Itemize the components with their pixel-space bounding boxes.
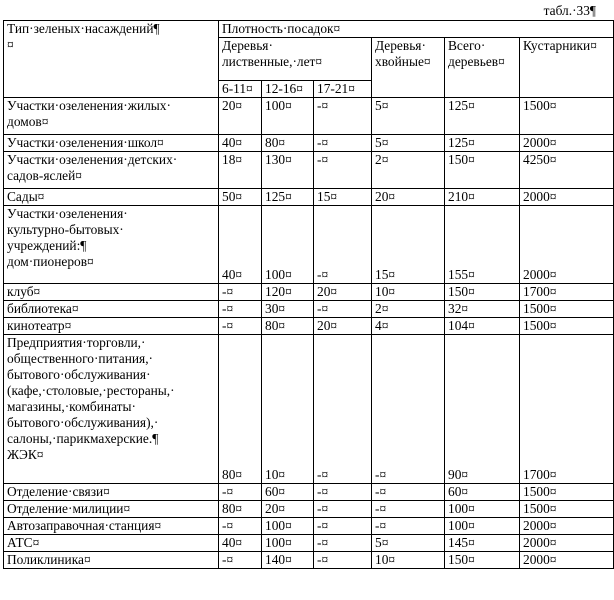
cell-shrubs: 1500¤ <box>520 484 614 501</box>
header-shrubs: Кустарники¤ <box>520 38 614 98</box>
header-age-12-16: 12-16¤ <box>262 81 314 98</box>
table-row <box>4 206 614 284</box>
cell-age-12-16: 130¤ <box>262 152 314 189</box>
cell-age-12-16: 120¤ <box>262 284 314 301</box>
table-row <box>4 552 614 569</box>
cell-total: 104¤ <box>445 318 520 335</box>
table-row <box>4 484 614 501</box>
cell-age-12-16: 30¤ <box>262 301 314 318</box>
table-row <box>4 335 614 484</box>
cell-age-17-21: 20¤ <box>314 284 372 301</box>
cell-conifer: 4¤ <box>372 318 445 335</box>
cell-age-6-11: 40¤ <box>219 135 262 152</box>
cell-age-12-16: 80¤ <box>262 135 314 152</box>
table-row <box>4 98 614 135</box>
cell-total: 60¤ <box>445 484 520 501</box>
row-name: Участки·озеленения·детских· садов-яслей¤ <box>4 152 219 189</box>
cell-age-6-11: -¤ <box>219 484 262 501</box>
cell-conifer: 15¤ <box>372 206 445 284</box>
cell-shrubs: 2000¤ <box>520 189 614 206</box>
cell-age-12-16: 100¤ <box>262 535 314 552</box>
cell-conifer: 5¤ <box>372 535 445 552</box>
cell-shrubs: 1500¤ <box>520 301 614 318</box>
cell-age-6-11: -¤ <box>219 301 262 318</box>
row-name: клуб¤ <box>4 284 219 301</box>
cell-conifer: 2¤ <box>372 301 445 318</box>
table-row <box>4 189 614 206</box>
table-row <box>4 135 614 152</box>
cell-shrubs: 1500¤ <box>520 318 614 335</box>
cell-age-6-11: 18¤ <box>219 152 262 189</box>
cell-shrubs: 1500¤ <box>520 501 614 518</box>
cell-age-17-21: 15¤ <box>314 189 372 206</box>
cell-conifer: 5¤ <box>372 135 445 152</box>
cell-age-17-21: -¤ <box>314 301 372 318</box>
cell-age-12-16: 100¤ <box>262 206 314 284</box>
cell-age-6-11: -¤ <box>219 518 262 535</box>
row-name: Поликлиника¤ <box>4 552 219 569</box>
cell-conifer: -¤ <box>372 335 445 484</box>
cell-age-17-21: -¤ <box>314 98 372 135</box>
cell-total: 150¤ <box>445 552 520 569</box>
cell-total: 155¤ <box>445 206 520 284</box>
header-age-6-11: 6-11¤ <box>219 81 262 98</box>
cell-shrubs: 2000¤ <box>520 518 614 535</box>
cell-conifer: 10¤ <box>372 552 445 569</box>
row-name: Отделение·милиции¤ <box>4 501 219 518</box>
header-age-17-21: 17-21¤ <box>314 81 372 98</box>
row-name: Отделение·связи¤ <box>4 484 219 501</box>
cell-age-17-21: -¤ <box>314 135 372 152</box>
cell-shrubs: 2000¤ <box>520 135 614 152</box>
cell-total: 100¤ <box>445 501 520 518</box>
cell-conifer: -¤ <box>372 501 445 518</box>
row-name: Сады¤ <box>4 189 219 206</box>
table-caption: табл.·33¶ <box>543 3 596 18</box>
cell-age-6-11: 40¤ <box>219 206 262 284</box>
cell-age-17-21: -¤ <box>314 552 372 569</box>
cell-conifer: 20¤ <box>372 189 445 206</box>
cell-age-17-21: -¤ <box>314 501 372 518</box>
table-row <box>4 284 614 301</box>
cell-total: 125¤ <box>445 98 520 135</box>
cell-age-12-16: 60¤ <box>262 484 314 501</box>
cell-shrubs: 4250¤ <box>520 152 614 189</box>
cell-age-17-21: -¤ <box>314 335 372 484</box>
cell-age-6-11: 40¤ <box>219 535 262 552</box>
row-name: АТС¤ <box>4 535 219 552</box>
row-name: кинотеатр¤ <box>4 318 219 335</box>
row-name: библиотека¤ <box>4 301 219 318</box>
row-name: Предприятия·торговли,· общественного·питания,· бытового·обслуживания· (кафе,·столовые,·рестораны,· магазины,·комбинаты· бытового·обслуживания),· салоны,·парикмахерские.¶ ЖЭК¤ <box>4 335 219 484</box>
cell-total: 32¤ <box>445 301 520 318</box>
cell-age-6-11: 50¤ <box>219 189 262 206</box>
cell-age-12-16: 20¤ <box>262 501 314 518</box>
cell-shrubs: 2000¤ <box>520 535 614 552</box>
table-row <box>4 535 614 552</box>
cell-age-6-11: 20¤ <box>219 98 262 135</box>
planting-density-table <box>3 20 614 569</box>
cell-age-6-11: -¤ <box>219 318 262 335</box>
cell-age-6-11: 80¤ <box>219 335 262 484</box>
header-deciduous-trees: Деревья· лиственные,·лет¤ <box>219 38 372 81</box>
cell-age-12-16: 140¤ <box>262 552 314 569</box>
cell-total: 145¤ <box>445 535 520 552</box>
header-plant-type: Тип·зеленых·насаждений¶ ¤ <box>4 21 219 98</box>
cell-total: 150¤ <box>445 152 520 189</box>
table-row <box>4 501 614 518</box>
cell-conifer: 2¤ <box>372 152 445 189</box>
cell-age-6-11: -¤ <box>219 552 262 569</box>
cell-conifer: -¤ <box>372 518 445 535</box>
row-name: Участки·озеленения· культурно-бытовых· учреждений:¶ дом·пионеров¤ <box>4 206 219 284</box>
cell-age-17-21: -¤ <box>314 206 372 284</box>
cell-age-17-21: -¤ <box>314 518 372 535</box>
table-row <box>4 301 614 318</box>
table-row <box>4 152 614 189</box>
cell-conifer: 10¤ <box>372 284 445 301</box>
cell-age-12-16: 100¤ <box>262 518 314 535</box>
row-name: Автозаправочная·станция¤ <box>4 518 219 535</box>
cell-total: 150¤ <box>445 284 520 301</box>
cell-age-6-11: -¤ <box>219 284 262 301</box>
cell-shrubs: 1500¤ <box>520 98 614 135</box>
cell-age-17-21: -¤ <box>314 535 372 552</box>
cell-age-12-16: 80¤ <box>262 318 314 335</box>
cell-age-17-21: -¤ <box>314 152 372 189</box>
cell-age-12-16: 10¤ <box>262 335 314 484</box>
cell-shrubs: 1700¤ <box>520 284 614 301</box>
cell-total: 90¤ <box>445 335 520 484</box>
cell-age-12-16: 100¤ <box>262 98 314 135</box>
row-name: Участки·озеленения·школ¤ <box>4 135 219 152</box>
cell-shrubs: 2000¤ <box>520 206 614 284</box>
cell-age-12-16: 125¤ <box>262 189 314 206</box>
cell-conifer: 5¤ <box>372 98 445 135</box>
cell-total: 100¤ <box>445 518 520 535</box>
header-total-trees: Всего· деревьев¤ <box>445 38 520 98</box>
cell-conifer: -¤ <box>372 484 445 501</box>
cell-age-6-11: 80¤ <box>219 501 262 518</box>
table-row <box>4 518 614 535</box>
cell-total: 125¤ <box>445 135 520 152</box>
cell-shrubs: 1700¤ <box>520 335 614 484</box>
cell-shrubs: 2000¤ <box>520 552 614 569</box>
row-name: Участки·озеленения·жилых· домов¤ <box>4 98 219 135</box>
cell-age-17-21: -¤ <box>314 484 372 501</box>
header-conifer-trees: Деревья· хвойные¤ <box>372 38 445 98</box>
header-planting-density: Плотность·посадок¤ <box>219 21 614 38</box>
cell-total: 210¤ <box>445 189 520 206</box>
cell-age-17-21: 20¤ <box>314 318 372 335</box>
table-row <box>4 318 614 335</box>
